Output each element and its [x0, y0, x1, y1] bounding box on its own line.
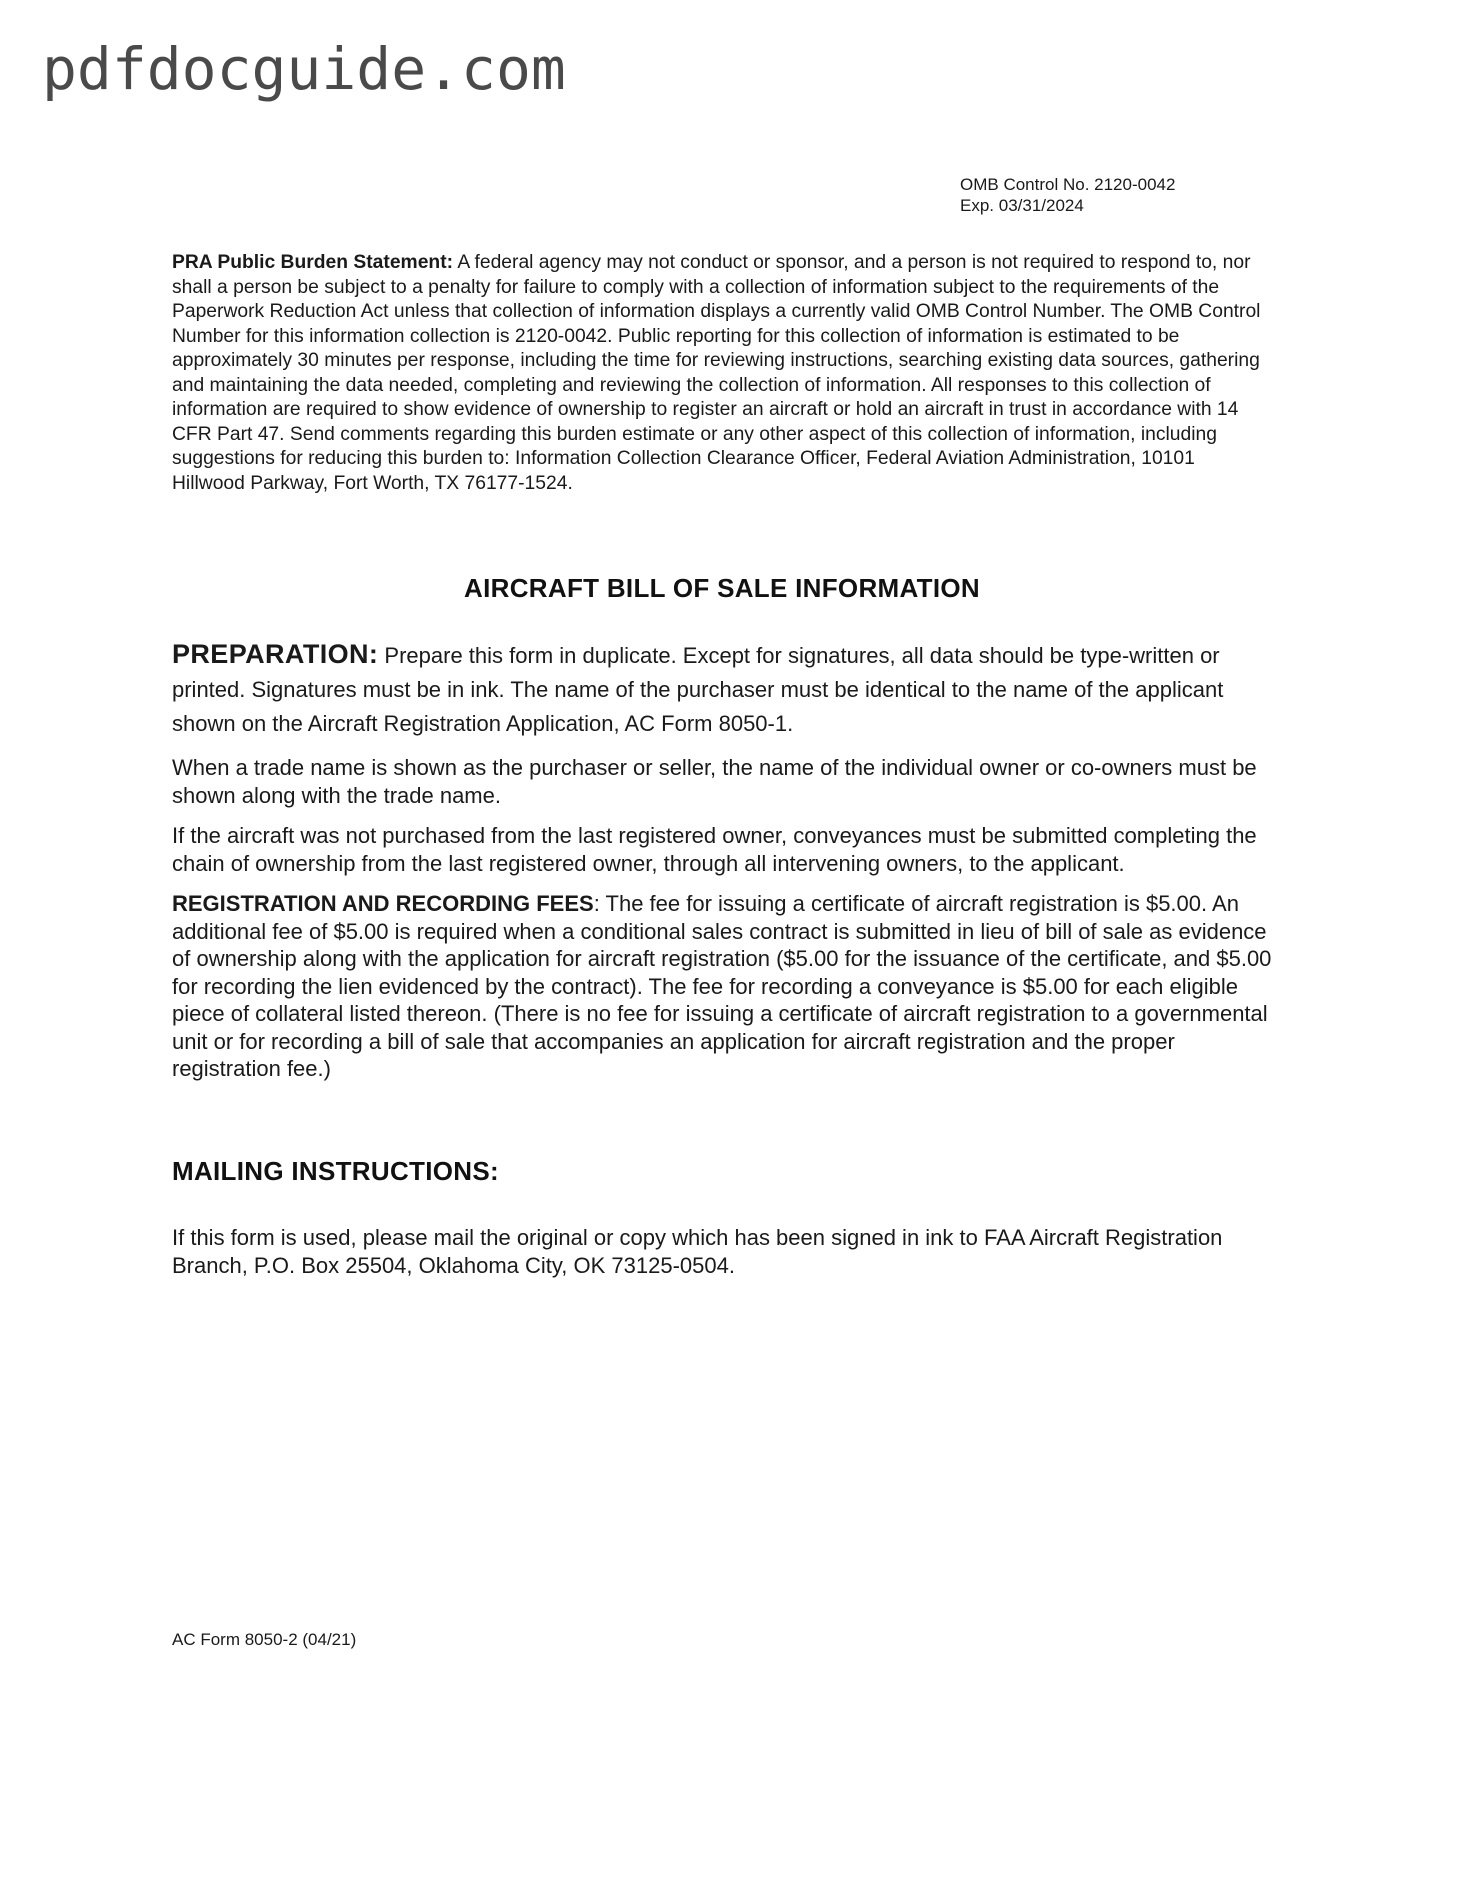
- instructions-body: [172, 637, 1272, 1096]
- chain-of-ownership-paragraph: If the aircraft was not purchased from the last registered owner, conveyances must be submitted completing the chain of ownership from the last registered owner, through all intervening owners, to the applicant.: [172, 823, 1257, 876]
- fees-paragraph: [172, 890, 1272, 1083]
- trade-name-paragraph: When a trade name is shown as the purchaser or seller, the name of the individual owner or co-owners must be shown along with the trade name.: [172, 755, 1257, 808]
- mailing-text: If this form is used, please mail the original or copy which has been signed in ink to FAA Aircraft Registration Branch, P.O. Box 25504, Oklahoma City, OK 73125-0504.: [172, 1225, 1223, 1278]
- fees-lead: REGISTRATION AND RECORDING FEES: [172, 891, 594, 916]
- pra-section: [172, 251, 1272, 496]
- fees-text: : The fee for issuing a certificate of aircraft registration is $5.00. An additional fee of $5.00 is required when a conditional sales contract is submitted in lieu of bill of sale as evidence of ownership along with the application for aircraft registration ($5.00 for the issuance of the certificate, and $5.00 for recording the lien evidenced by the contract). The fee for recording a conveyance is $5.00 for each eligible piece of collateral listed thereon. (There is no fee for issuing a certificate of aircraft registration to a governmental unit or for recording a bill of sale that accompanies an application for aircraft registration and the proper registration fee.): [172, 891, 1272, 1081]
- omb-expiration-date: Exp. 03/31/2024: [960, 196, 1084, 215]
- page-title: AIRCRAFT BILL OF SALE INFORMATION: [464, 573, 980, 603]
- watermark-text: pdfdocguide.com: [42, 35, 566, 103]
- omb-control-block: [960, 174, 1175, 216]
- omb-control-number: OMB Control No. 2120-0042: [960, 175, 1176, 194]
- form-number-footer: AC Form 8050-2 (04/21): [172, 1630, 357, 1649]
- preparation-lead: PREPARATION:: [172, 639, 379, 669]
- preparation-text: Prepare this form in duplicate. Except for signatures, all data should be type-written or printed. Signatures must be in ink. The name of the purchaser must be identical to the name of the applicant shown on the Aircraft Registration Application, AC Form 8050-1.: [172, 643, 1224, 736]
- preparation-paragraph: [172, 637, 1272, 741]
- pra-statement-text: A federal agency may not conduct or sponsor, and a person is not required to respond to, nor shall a person be subject to a penalty for failure to comply with a collection of information subject to the requirements of the Paperwork Reduction Act unless that collection of information displays a currently valid OMB Control Number. The OMB Control Number for this information collection is 2120-0042. Public reporting for this collection of information is estimated to be approximately 30 minutes per response, including the time for reviewing instructions, searching existing data sources, gathering and maintaining the data needed, completing and reviewing the collection of information. All responses to this collection of information are required to show evidence of ownership to register an aircraft or hold an aircraft in trust in accordance with 14 CFR Part 47. Send comments regarding this burden estimate or any other aspect of this collection of information, including suggestions for reducing this burden to: Information Collection Clearance Officer, Federal Aviation Administration, 10101 Hillwood Parkway, Fort Worth, TX 76177-1524.: [172, 252, 1261, 494]
- pra-statement: [172, 251, 1272, 496]
- pra-statement-lead: PRA Public Burden Statement:: [172, 252, 454, 273]
- mailing-heading: MAILING INSTRUCTIONS:: [172, 1156, 499, 1186]
